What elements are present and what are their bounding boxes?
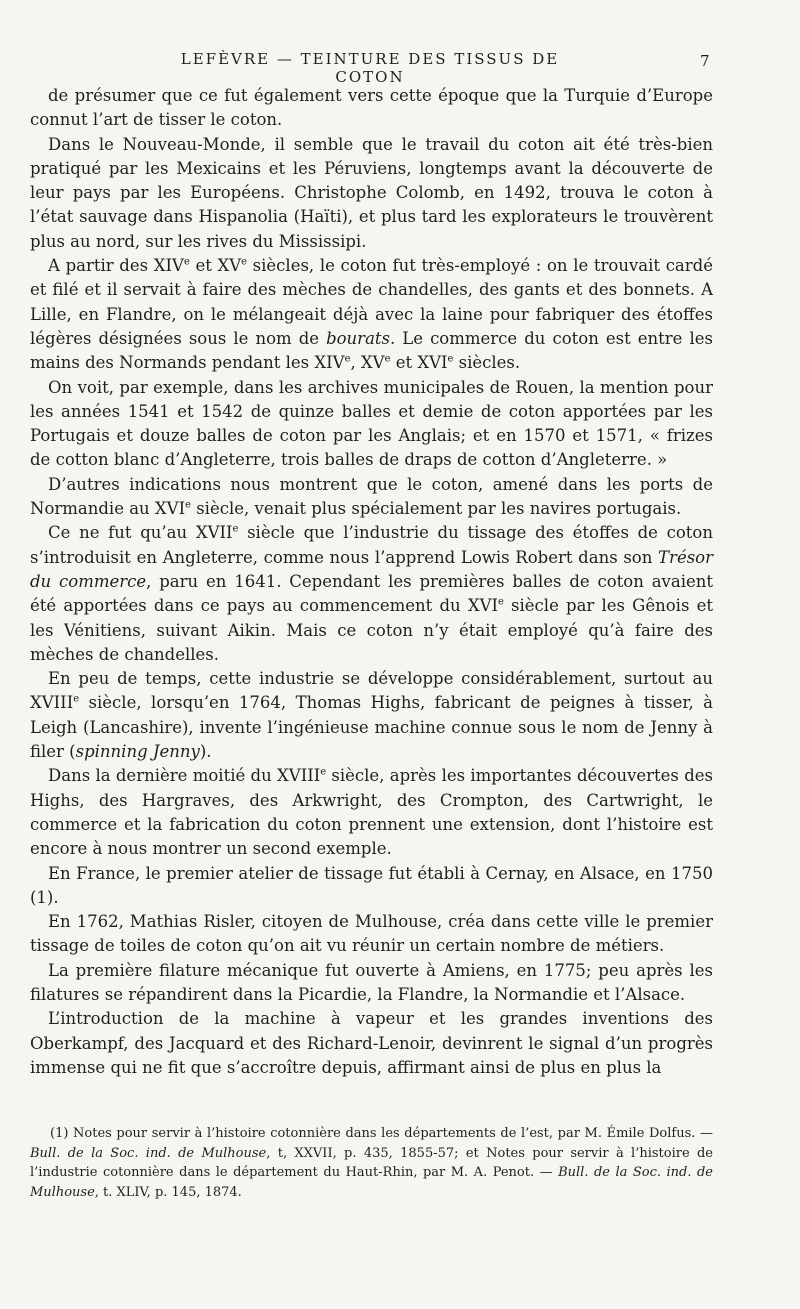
paragraph: L’introduction de la machine à vapeur et les grandes inventions des Oberkampf, des Jacquard et des Richard-Lenoir, devinrent le signal d’un progrès immense qui ne fit que s’accroître depuis, affirmant ainsi de plus en plus la [30, 1009, 713, 1077]
paragraph: La première filature mécanique fut ouverte à Amiens, en 1775; peu après les filatures se répandirent dans la Picardie, la Flandre, la Normandie et l’Alsace. [30, 960, 713, 1004]
paragraph: D’autres indications nous montrent que le coton, amené dans les ports de Normandie au XVIe siècle, venait plus spécialement par les navires portugais. [30, 474, 713, 519]
paragraph: de présumer que ce fut également vers cette époque que la Turquie d’Europe connut l’art de tisser le coton. [30, 86, 713, 130]
italic-term: bourats [326, 328, 391, 348]
footnotes [30, 1124, 713, 1202]
italic-term: spinning Jenny [75, 742, 200, 762]
footnote: (1) Notes pour servir à l’histoire cotonnière dans les départements de l’est, par M. Émile Dolfus. — Bull. de la Soc. ind. de Mulhouse, t, XXVII, p. 435, 1855-57; et Notes pour servir à l’histoire de l’industrie cotonnière dans le département du Haut-Rhin, par M. A. Penot. — Bull. de la Soc. ind. de Mulhouse, t. XLIV, p. 145, 1874. [30, 1126, 713, 1200]
paragraph: En 1762, Mathias Risler, citoyen de Mulhouse, créa dans cette ville le premier tissage de toiles de coton qu’on ait vu réunir un certain nombre de métiers. [30, 912, 713, 956]
running-title: LEFÈVRE — TEINTURE DES TISSUS DE COTON [180, 50, 560, 86]
paragraph: En France, le premier atelier de tissage fut établi à Cernay, en Alsace, en 1750 (1). [30, 863, 713, 907]
paragraph: On voit, par exemple, dans les archives municipales de Rouen, la mention pour les années 1541 et 1542 de quinze balles et demie de coton apportées par les Portugais et douze balles de coton par les Anglais; et en 1570 et 1571, « frizes de cotton blanc d’Angleterre, trois balles de draps de cotton d’Angleterre. » [30, 377, 713, 470]
italic-title: Trésor du commerce [30, 547, 713, 591]
paragraph: Dans la dernière moitié du XVIIIe siècle, après les importantes découvertes des Highs, des Hargraves, des Arkwright, des Crompton, des Cartwright, le commerce et la fabrication du coton prennent une extension, dont l’histoire est encore à nous montrer un second exemple. [30, 766, 713, 859]
paragraph: En peu de temps, cette industrie se développe considérablement, surtout au XVIIIe siècle, lorsqu’en 1764, Thomas Highs, fabricant de peignes à tisser, à Leigh (Lancashire), invente l’ingénieuse machine connue sous le nom de Jenny à filer (spinning Jenny). [30, 669, 713, 762]
main-text [30, 84, 713, 1080]
page-number: 7 [700, 52, 710, 70]
paragraph: Ce ne fut qu’au XVIIe siècle que l’industrie du tissage des étoffes de coton s’introduisit en Angleterre, comme nous l’apprend Lowis Robert dans son Trésor du commerce, paru en 1641. Cependant les premières balles de coton avaient été apportées dans ce pays au commencement du XVIe siècle par les Gênois et les Vénitiens, suivant Aikin. Mais ce coton n’y était employé qu’à faire des mèches de chandelles. [30, 523, 713, 664]
paragraph: Dans le Nouveau-Monde, il semble que le travail du coton ait été très-bien pratiqué par les Mexicains et les Péruviens, longtemps avant la découverte de leur pays par les Européens. Christophe Colomb, en 1492, trouva le coton à l’état sauvage dans Hispanolia (Haïti), et plus tard les explorateurs le trouvèrent plus au nord, sur les rives du Mississipi. [30, 134, 713, 251]
paragraph: A partir des XIVe et XVe siècles, le coton fut très-employé : on le trouvait cardé et filé et il servait à faire des mèches de chandelles, des gants et des bonnets. A Lille, en Flandre, on le mélangeait déjà avec la laine pour fabriquer des étoffes légères désignées sous le nom de bourats. Le commerce du coton est entre les mains des Normands pendant les XIVe, XVe et XVIe siècles. [30, 256, 713, 373]
